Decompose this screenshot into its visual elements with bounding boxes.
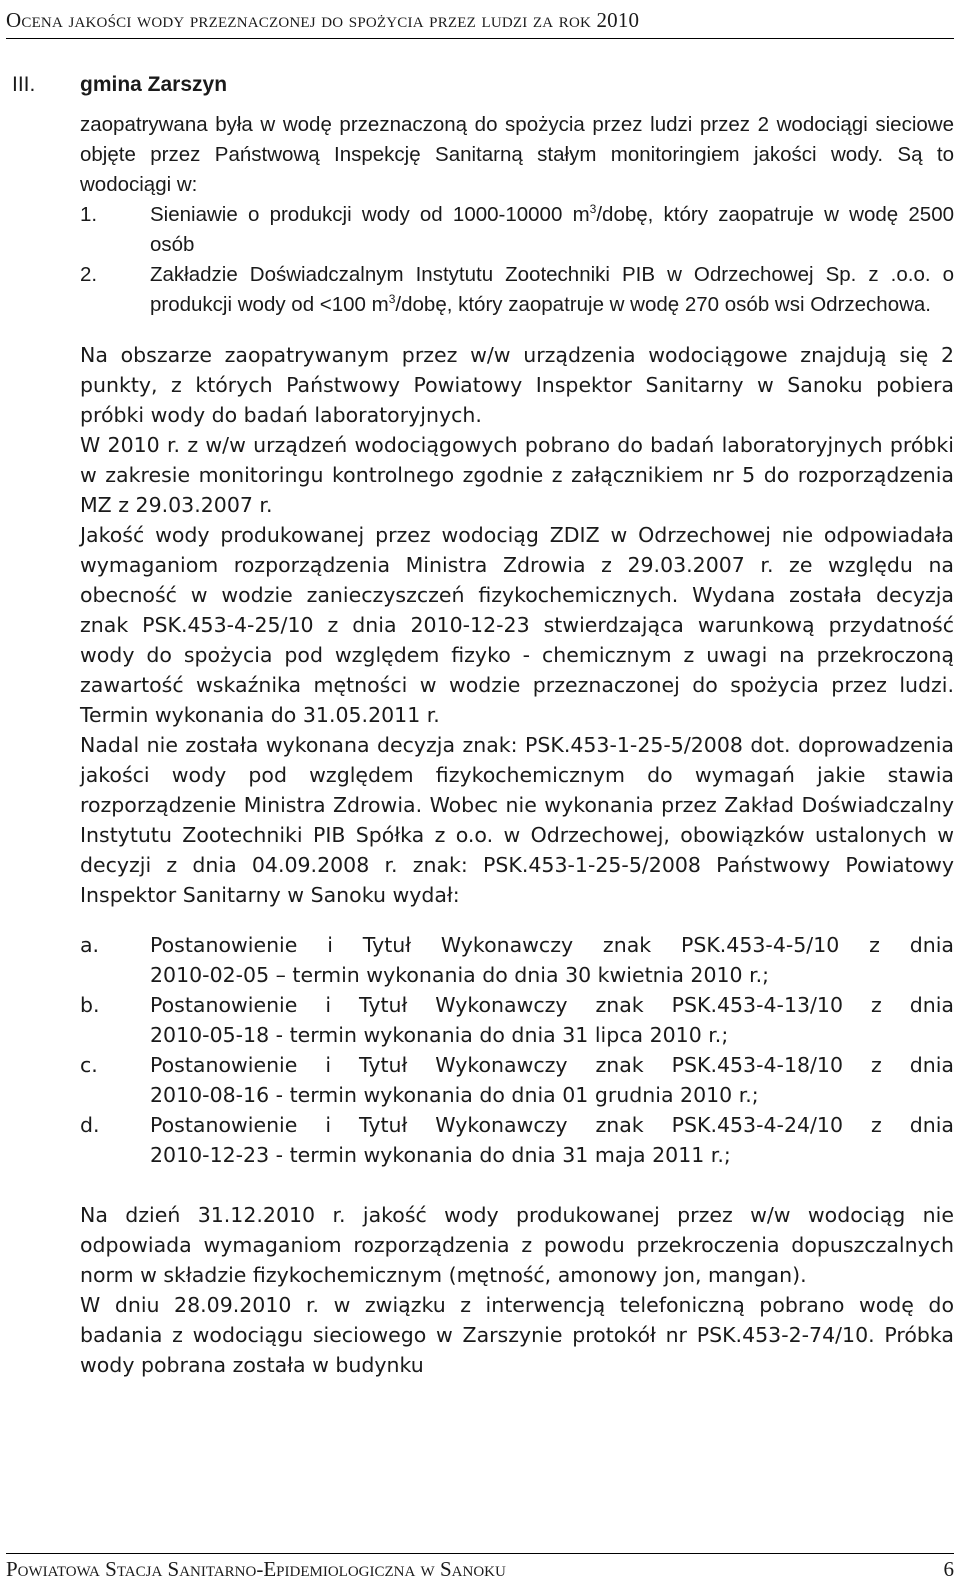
order-letter: c. [80,1053,98,1077]
order-line2: 2010-08-16 - termin wykonania do dnia 01 grudnia 2010 r.; [150,1083,759,1107]
page-number: 6 [943,1557,954,1581]
footer-institution: Powiatowa Stacja Sanitarno-Epidemiologiczna w Sanoku [6,1557,506,1581]
paragraph-sampling-points: Na obszarze zaopatrywanym przez w/w urządzenia wodociągowe znajdują się 2 punkty, z których Państwowy Powiatowy Inspektor Sanitarny w Sanoku pobiera próbki wody do badań laboratoryjnych. [80,343,954,427]
order-line1: Postanowienie i Tytuł Wykonawczy znak PSK.453-4-5/10 z dnia [150,933,954,957]
order-line2: 2010-02-05 – termin wykonania do dnia 30 kwietnia 2010 r.; [150,963,770,987]
page-footer [6,1553,954,1586]
page-header [6,8,954,39]
order-letter: a. [80,933,100,957]
waterworks-item-2 [80,260,954,320]
order-letter: b. [80,993,100,1017]
paragraph-monitoring: W 2010 r. z w/w urządzeń wodociągowych pobrano do badań laboratoryjnych próbki w zakresie monitoringu kontrolnego zgodnie z załącznikiem nr 5 do rozporządzenia MZ z 29.03.2007 r. [80,433,954,517]
intro-paragraph: zaopatrywana była w wodę przeznaczoną do spożycia przez ludzi przez 2 wodociągi sieciowe objęte przez Państwową Inspekcję Sanitarną stałym monitoringiem jakości wody. Są to wodociągi w: [80,113,954,196]
paragraph-intervention: W dniu 28.09.2010 r. w związku z interwencją telefoniczną pobrano wodę do badania z wodociągu sieciowego w Zarszynie protokół nr PSK.453-2-74/10. Próbka wody pobrana została w budynku [80,1293,954,1377]
waterworks-number: 2. [80,263,98,286]
section-number: III. [12,73,36,96]
section-title: gmina Zarszyn [80,73,228,96]
paragraph-decision: Nadal nie została wykonana decyzja znak: PSK.453-1-25-5/2008 dot. doprowadzenia jakości wody pod względem fizykochemicznym do wymagań jakie stawia rozporządzenie Ministra Zdrowia. Wobec nie wykonania przez Zakład Doświadczalny Instytutu Zootechniki PIB Spółka z o.o. w Odrzechowej, obowiązków ustalonych w decyzji z dnia 04.09.2008 r. znak: PSK.453-1-25-5/2008 Państwowy Powiatowy Inspektor Sanitarny w Sanoku wydał: [80,733,954,907]
waterworks-number: 1. [80,203,98,226]
paragraph-status: Na dzień 31.12.2010 r. jakość wody produkowanej przez w/w wodociąg nie odpowiada wymaganiom rozporządzenia z powodu przekroczenia dopuszczalnych norm w składzie fizykochemicznym (mętność, amonowy jon, mangan). [80,1203,954,1287]
order-item-c [80,1050,954,1110]
header-title: Ocena jakości wody przeznaczonej do spożycia przez ludzi za rok 2010 [6,8,640,32]
order-line1: Postanowienie i Tytuł Wykonawczy znak PSK.453-4-13/10 z dnia [150,993,954,1017]
order-line2: 2010-05-18 - termin wykonania do dnia 31 lipca 2010 r.; [150,1023,729,1047]
order-line1: Postanowienie i Tytuł Wykonawczy znak PSK.453-4-24/10 z dnia [150,1113,954,1137]
paragraph-quality: Jakość wody produkowanej przez wodociąg ZDIZ w Odrzechowej nie odpowiadała wymaganiom rozporządzenia Ministra Zdrowia z 29.03.2007 r. ze względu na obecność w wodzie zanieczyszczeń fizykochemicznych. Wydana została decyzja znak PSK.453-4-25/10 z dnia 2010-12-23 stwierdzająca warunkową przydatność wody do spożycia pod względem fizyko - chemicznym z uwagi na przekroczoną zawartość wskaźnika mętności w wodzie przeznaczonej do spożycia przez ludzi. Termin wykonania do 31.05.2011 r. [80,523,954,727]
waterworks-text: Sieniawie o produkcji wody od 1000-10000 $m^3$/dobę, który zaopatruje w wodę 2500 osób [150,202,954,256]
order-item-a [80,930,954,990]
document-body [80,110,954,1380]
order-item-b [80,990,954,1050]
order-line1: Postanowienie i Tytuł Wykonawczy znak PSK.453-4-18/10 z dnia [150,1053,954,1077]
waterworks-item-1 [80,200,954,260]
waterworks-text: Zakładzie Doświadczalnym Instytutu Zootechniki PIB w Odrzechowej Sp. z .o.o. o produkcji wody od <100 $m^3$/dobę, który zaopatruje w wodę 270 osób wsi Odrzechowa. [150,263,954,316]
order-item-d [80,1110,954,1170]
order-line2: 2010-12-23 - termin wykonania do dnia 31 maja 2011 r.; [150,1143,731,1167]
order-letter: d. [80,1113,100,1137]
